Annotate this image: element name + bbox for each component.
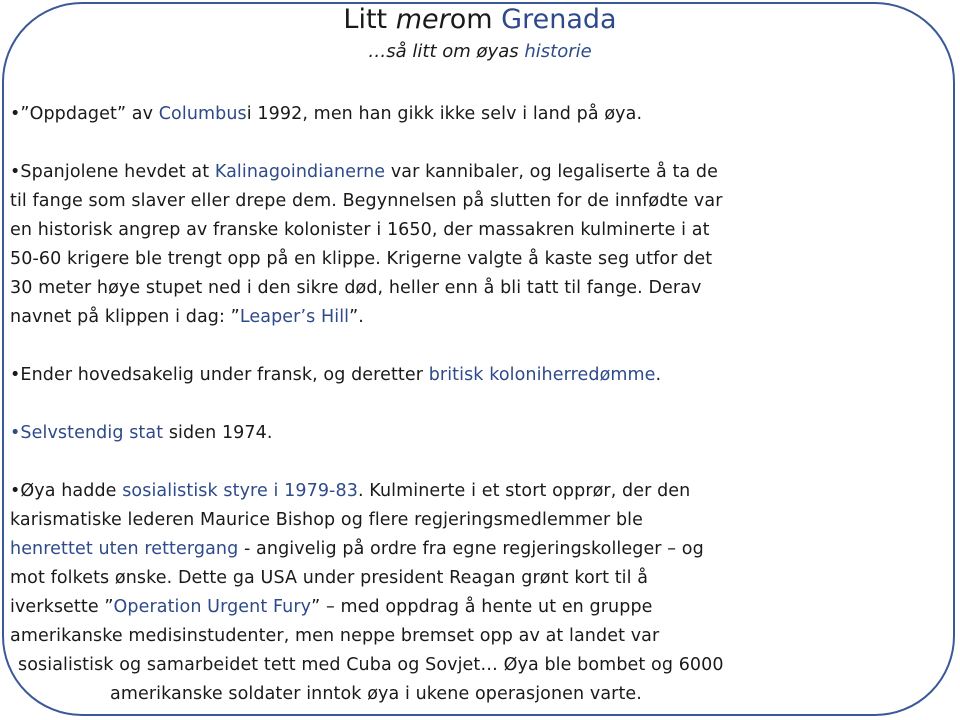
title-part-emphasis: mer [395, 4, 450, 35]
text-run: •”Oppdaget” av [10, 104, 154, 124]
text-run: •Spanjolene hevdet at [10, 162, 210, 182]
text-run: . [655, 365, 662, 385]
highlight-term: •Selvstendig stat [10, 423, 164, 443]
text-line [10, 419, 945, 448]
text-line [10, 303, 945, 332]
highlight-term: britisk koloniherredømme [428, 365, 656, 385]
title-part: om [449, 4, 493, 35]
paragraph-colonial [10, 361, 945, 390]
text-line [10, 100, 945, 129]
text-run: ”. [349, 307, 364, 327]
text-line: mot folkets ønske. Dette ga USA under president Reagan grønt kort til å [10, 568, 649, 588]
text-line [10, 477, 945, 506]
text-run: navnet på klippen i dag: ” [10, 307, 240, 327]
text-run: - angivelig på ordre fra egne regjeringskolleger – og [243, 539, 704, 559]
text-line [10, 158, 945, 187]
page-title [0, 3, 960, 37]
text-line [10, 361, 945, 390]
text-line: en historisk angrep av franske kolonister i 1650, der massakren kulminerte i at [10, 220, 710, 240]
text-run: . Kulminerte i et stort opprør, der den [357, 481, 691, 501]
text-line [10, 535, 945, 564]
highlight-term: Columbus [158, 104, 247, 124]
text-line: 30 meter høye stupet ned i den sikre død, heller enn å bli tatt til fange. Derav [10, 278, 702, 298]
text-run: var kannibaler, og legaliserte å ta de [390, 162, 718, 182]
paragraph-columbus [10, 100, 945, 129]
text-line: til fange som slaver eller drepe dem. Begynnelsen på slutten for de innfødte var [10, 191, 723, 211]
subtitle-part: …så litt om øyas [368, 41, 519, 62]
paragraph-independence [10, 419, 945, 448]
text-line: sosialistisk og samarbeidet tett med Cuba og Sovjet… Øya ble bombet og 6000 [18, 655, 724, 675]
text-line [10, 593, 945, 622]
text-line: amerikanske soldater inntok øya i ukene operasjonen varte. [110, 684, 642, 704]
text-line: amerikanske medisinstudenter, men neppe bremset opp av at landet var [10, 626, 660, 646]
text-line: karismatiske lederen Maurice Bishop og flere regjeringsmedlemmer ble [10, 510, 643, 530]
highlight-term: Operation Urgent Fury [113, 597, 312, 617]
paragraph-socialist [10, 477, 945, 709]
text-run: iverksette ” [10, 597, 114, 617]
title-highlight: Grenada [501, 4, 617, 35]
paragraph-kalinago [10, 158, 945, 332]
highlight-term: henrettet uten rettergang [10, 539, 239, 559]
text-run: siden 1974. [168, 423, 273, 443]
body-text [10, 100, 945, 720]
highlight-term: Kalinagoindianerne [214, 162, 386, 182]
subtitle-highlight: historie [524, 41, 592, 62]
text-run: i 1992, men han gikk ikke selv i land på øya. [246, 104, 643, 124]
highlight-term: sosialistisk styre i 1979-83 [122, 481, 358, 501]
text-line: 50-60 krigere ble trengt opp på en klippe. Krigerne valgte å kaste seg utfor det [10, 249, 713, 269]
title-part: Litt [343, 4, 388, 35]
text-run: •Øya hadde [10, 481, 117, 501]
highlight-term: Leaper’s Hill [239, 307, 350, 327]
text-run: ” – med oppdrag å hente ut en gruppe [311, 597, 653, 617]
page-subtitle [0, 40, 960, 64]
text-run: •Ender hovedsakelig under fransk, og deretter [10, 365, 424, 385]
